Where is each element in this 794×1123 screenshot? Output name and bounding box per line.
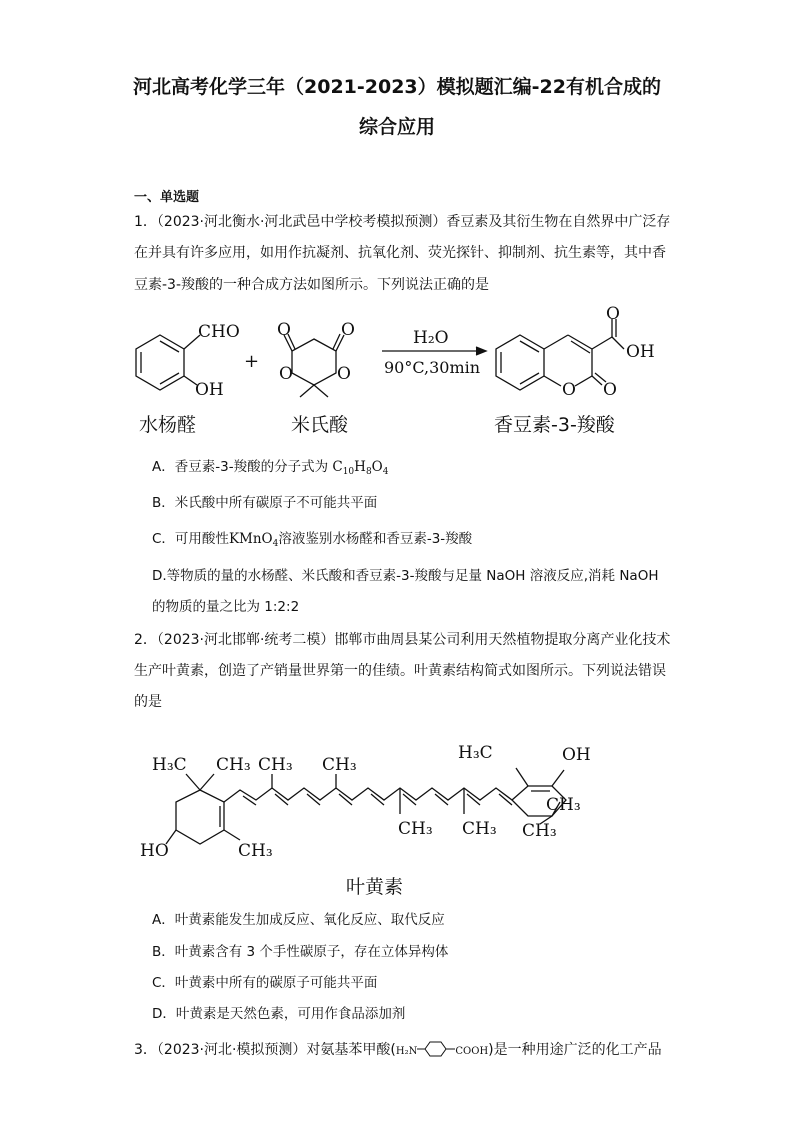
- coumarin-ring-o: O: [562, 380, 576, 400]
- meldrum-o-top-right: O: [341, 320, 355, 340]
- q1-text-line1: 1．（2023·河北衡水·河北武邑中学校考模拟预测）香豆素及其衍生物在自然界中广泛存: [134, 214, 671, 230]
- label-lutein: 叶黄素: [346, 876, 404, 898]
- meldrum-o-ring-left: O: [279, 364, 293, 384]
- coumarin-lactone-o: O: [603, 380, 617, 400]
- q1-option-d-line2: 的物质的量之比为 1:2:2: [152, 599, 300, 615]
- label-meldrums-acid: 米氏酸: [291, 414, 349, 436]
- label-salicylaldehyde: 水杨醛: [139, 414, 197, 436]
- q1-option-b: B．米氏酸中所有碳原子不可能共平面: [152, 495, 378, 511]
- q1-text-line2: 在并具有许多应用，如用作抗凝剂、抗氧化剂、荧光探针、抑制剂、抗生素等，其中香: [134, 245, 666, 261]
- q2-option-c: C．叶黄素中所有的碳原子可能共平面: [152, 975, 378, 991]
- lutein-oh-right: OH: [562, 745, 591, 765]
- coumarin-carbonyl-o: O: [606, 305, 620, 324]
- lutein-ch3-chain2: CH₃: [322, 755, 357, 775]
- arrow-condition: 90°C,30min: [384, 358, 481, 377]
- q1-option-c: C．可用酸性KMnO$_4$溶液鉴别水杨醛和香豆素-3-羧酸: [152, 531, 473, 549]
- benzene-ring-icon: [417, 1040, 455, 1058]
- lutein-h3c-left: H₃C: [152, 755, 187, 775]
- q2-text-line3: 的是: [134, 694, 162, 710]
- q3-text-line1: 3．（2023·河北·模拟预测）对氨基苯甲酸(H₂N COOH)是一种用途广泛的化工产品: [134, 1042, 662, 1058]
- lutein-ch3-ring-left: CH₃: [238, 841, 273, 861]
- sal-cho-label: CHO: [198, 322, 240, 342]
- lutein-ch3-right2: CH₃: [522, 821, 557, 841]
- label-coumarin-acid: 香豆素-3-羧酸: [494, 414, 615, 436]
- q2-text-line2: 生产叶黄素，创造了产销量世界第一的佳绩。叶黄素结构简式如图所示。下列说法错误: [134, 663, 666, 679]
- q1-text-line3: 豆素-3-羧酸的一种合成方法如图所示。下列说法正确的是: [134, 277, 490, 293]
- meldrum-o-top-left: O: [277, 320, 291, 340]
- q1-option-a: A．香豆素-3-羧酸的分子式为 $C_{10}H_8O_4$: [152, 459, 389, 477]
- lutein-ch3-right1: CH₃: [546, 795, 581, 815]
- q2-option-a: A．叶黄素能发生加成反应、氧化反应、取代反应: [152, 912, 445, 928]
- coumarin-oh: OH: [626, 342, 655, 362]
- lutein-ho-left: HO: [140, 841, 169, 861]
- lutein-ch3-chain1: CH₃: [258, 755, 293, 775]
- section-heading: 一、单选题: [134, 190, 200, 205]
- q2-option-d: D．叶黄素是天然色素，可用作食品添加剂: [152, 1006, 406, 1022]
- meldrum-o-ring-right: O: [337, 364, 351, 384]
- doc-title-line2: 综合应用: [358, 116, 435, 138]
- lutein-ch3-lower1: CH₃: [398, 819, 433, 839]
- q2-text-line1: 2．（2023·河北邯郸·统考二模）邯郸市曲周县某公司利用天然植物提取分离产业化技术: [134, 632, 671, 648]
- q1-reaction-scheme: [0, 305, 794, 445]
- lutein-structure: [0, 730, 794, 870]
- sal-oh-label: OH: [195, 380, 224, 400]
- q2-option-b: B．叶黄素含有 3 个手性碳原子，存在立体异构体: [152, 944, 449, 960]
- doc-title-line1: 河北高考化学三年（2021-2023）模拟题汇编-22有机合成的: [133, 76, 661, 98]
- arrow-reagent: H₂O: [413, 328, 449, 348]
- plus-sign: +: [244, 351, 260, 372]
- q1-option-d-line1: D.等物质的量的水杨醛、米氏酸和香豆素-3-羧酸与足量 NaOH 溶液反应,消耗 NaOH: [152, 568, 659, 584]
- lutein-h3c-right: H₃C: [458, 743, 493, 763]
- lutein-ch3-lower2: CH₃: [462, 819, 497, 839]
- lutein-ch3-gem: CH₃: [216, 755, 251, 775]
